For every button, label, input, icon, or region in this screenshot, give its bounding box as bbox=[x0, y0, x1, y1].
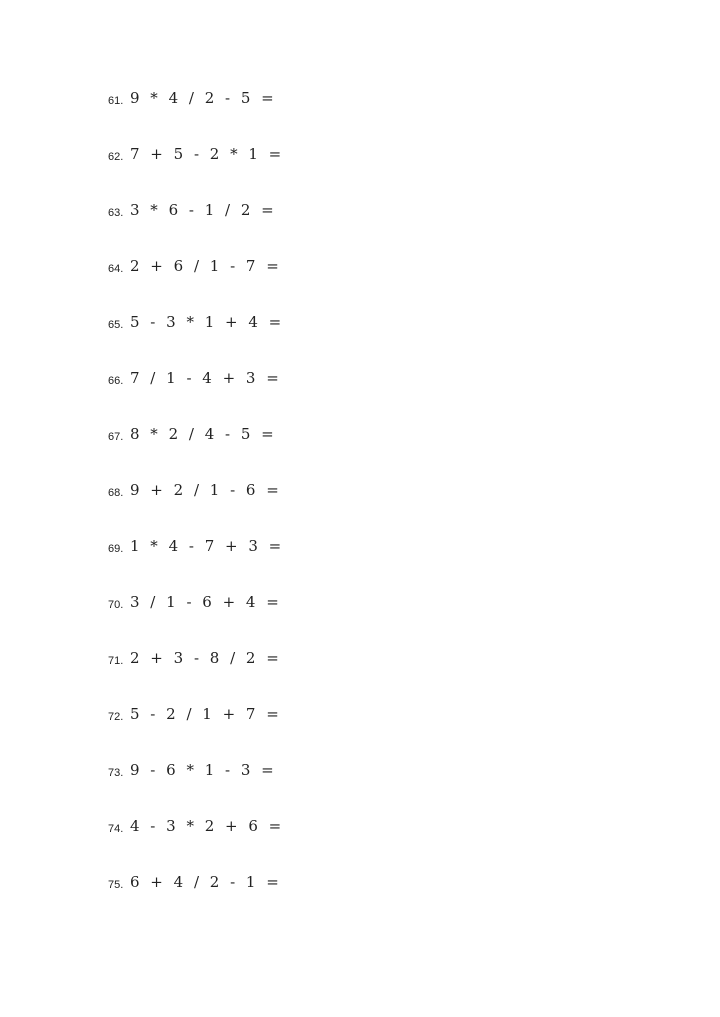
problem-number: 70. bbox=[108, 599, 124, 611]
problem-item bbox=[108, 700, 281, 756]
problem-item bbox=[108, 364, 281, 420]
problem-expression: 3 * 6 - 1 / 2 = bbox=[130, 201, 274, 219]
problem-expression: 8 * 2 / 4 - 5 = bbox=[130, 425, 274, 443]
problem-item bbox=[108, 84, 281, 140]
problem-number: 69. bbox=[108, 543, 124, 555]
problem-expression: 5 - 2 / 1 + 7 = bbox=[130, 705, 279, 723]
problem-item bbox=[108, 252, 281, 308]
problem-number: 66. bbox=[108, 375, 124, 387]
problem-item bbox=[108, 644, 281, 700]
problem-expression: 7 / 1 - 4 + 3 = bbox=[130, 369, 279, 387]
problem-number: 64. bbox=[108, 263, 124, 275]
problem-expression: 6 + 4 / 2 - 1 = bbox=[130, 873, 279, 891]
problem-number: 61. bbox=[108, 95, 124, 107]
problem-number: 73. bbox=[108, 767, 124, 779]
problem-item bbox=[108, 812, 281, 868]
problem-item bbox=[108, 868, 281, 924]
problem-expression: 7 + 5 - 2 * 1 = bbox=[130, 145, 282, 163]
problem-item bbox=[108, 308, 281, 364]
problem-item bbox=[108, 756, 281, 812]
problem-expression: 5 - 3 * 1 + 4 = bbox=[130, 313, 282, 331]
problem-item bbox=[108, 532, 281, 588]
problem-number: 67. bbox=[108, 431, 124, 443]
problem-number: 62. bbox=[108, 151, 124, 163]
problem-item bbox=[108, 140, 281, 196]
problem-number: 63. bbox=[108, 207, 124, 219]
problem-expression: 9 * 4 / 2 - 5 = bbox=[130, 89, 274, 107]
problem-expression: 4 - 3 * 2 + 6 = bbox=[130, 817, 282, 835]
problem-number: 74. bbox=[108, 823, 124, 835]
problem-item bbox=[108, 196, 281, 252]
problem-item bbox=[108, 420, 281, 476]
problem-expression: 9 + 2 / 1 - 6 = bbox=[130, 481, 279, 499]
problem-expression: 9 - 6 * 1 - 3 = bbox=[130, 761, 274, 779]
problem-number: 72. bbox=[108, 711, 124, 723]
problem-number: 75. bbox=[108, 879, 124, 891]
problem-expression: 3 / 1 - 6 + 4 = bbox=[130, 593, 279, 611]
problem-number: 71. bbox=[108, 655, 124, 667]
problem-number: 68. bbox=[108, 487, 124, 499]
problem-expression: 1 * 4 - 7 + 3 = bbox=[130, 537, 282, 555]
problem-number: 65. bbox=[108, 319, 124, 331]
problem-expression: 2 + 3 - 8 / 2 = bbox=[130, 649, 279, 667]
problem-list bbox=[108, 84, 281, 924]
problem-expression: 2 + 6 / 1 - 7 = bbox=[130, 257, 279, 275]
problem-item bbox=[108, 476, 281, 532]
problem-item bbox=[108, 588, 281, 644]
